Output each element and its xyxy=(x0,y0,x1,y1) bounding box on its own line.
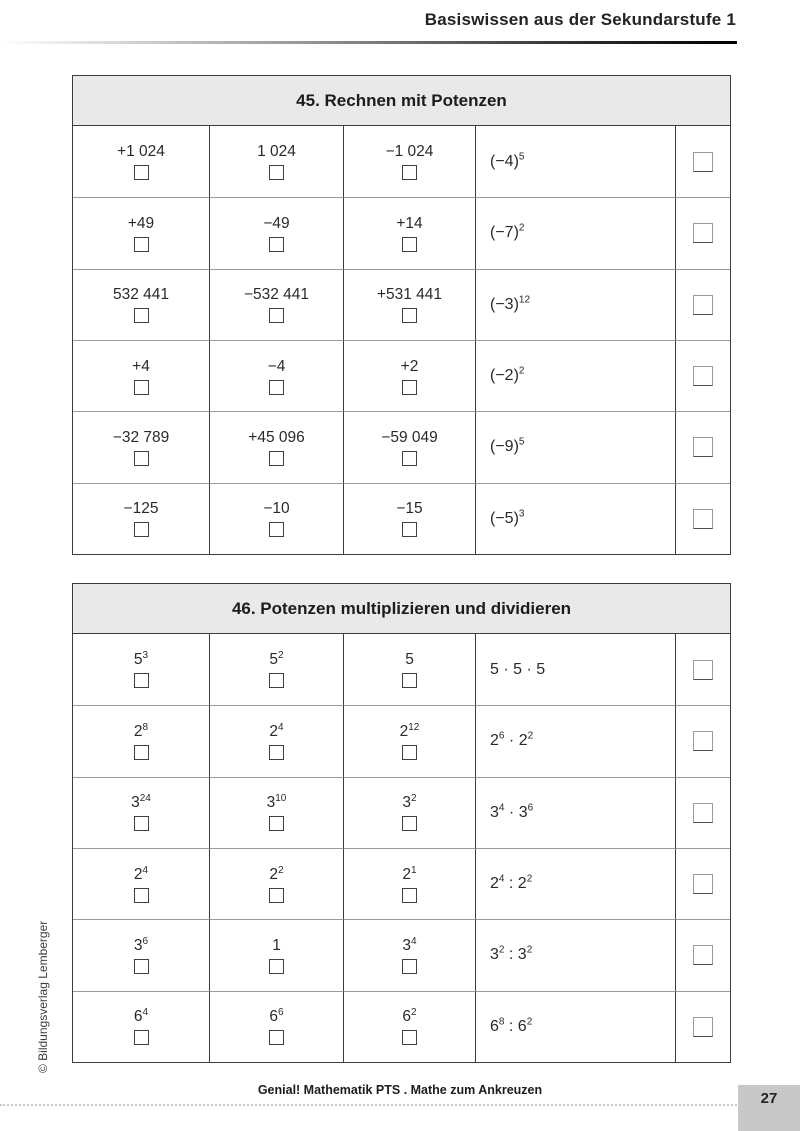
answer-option-label: $3^6$ xyxy=(133,935,149,954)
answer-option-cell xyxy=(344,340,476,411)
answer-option-cell xyxy=(73,848,210,919)
answer-option-checkbox[interactable] xyxy=(402,237,417,252)
problem-expression: $3^2$ : $3^2$ xyxy=(490,945,533,964)
answer-option-cell xyxy=(344,777,476,848)
answer-option-checkbox[interactable] xyxy=(269,522,284,537)
problem-cell xyxy=(476,483,676,554)
answer-option-label: −1 024 xyxy=(385,143,434,161)
answer-option-label: 532 441 xyxy=(112,286,170,304)
result-checkbox[interactable] xyxy=(693,874,713,894)
answer-option-label: −49 xyxy=(263,214,290,232)
answer-option-checkbox[interactable] xyxy=(269,237,284,252)
answer-option-label: $3^4$ xyxy=(402,935,417,954)
table-title: 45. Rechnen mit Potenzen xyxy=(73,76,730,126)
answer-option-checkbox[interactable] xyxy=(269,451,284,466)
answer-option-cell xyxy=(344,411,476,482)
answer-option-checkbox[interactable] xyxy=(269,959,284,974)
answer-option-cell xyxy=(73,705,210,776)
answer-option-cell xyxy=(210,705,344,776)
answer-option-cell xyxy=(344,269,476,340)
answer-option-checkbox[interactable] xyxy=(134,673,149,688)
result-checkbox[interactable] xyxy=(693,1017,713,1037)
result-cell xyxy=(676,126,730,197)
answer-option-label: −15 xyxy=(396,500,423,518)
answer-option-cell xyxy=(344,634,476,705)
answer-option-cell xyxy=(73,777,210,848)
problem-cell xyxy=(476,991,676,1062)
answer-option-cell xyxy=(344,991,476,1062)
answer-option-checkbox[interactable] xyxy=(402,522,417,537)
answer-option-checkbox[interactable] xyxy=(402,959,417,974)
result-cell xyxy=(676,197,730,268)
answer-option-cell xyxy=(210,197,344,268)
answer-option-checkbox[interactable] xyxy=(134,380,149,395)
result-checkbox[interactable] xyxy=(693,295,713,315)
problem-cell xyxy=(476,705,676,776)
page-header-title: Basiswissen aus der Sekundarstufe 1 xyxy=(424,10,736,29)
result-cell xyxy=(676,991,730,1062)
answer-option-label: $5^3$ xyxy=(133,649,149,669)
exercise-table-45 xyxy=(72,75,731,555)
answer-option-cell xyxy=(344,705,476,776)
answer-option-checkbox[interactable] xyxy=(269,888,284,903)
answer-option-checkbox[interactable] xyxy=(269,745,284,760)
answer-option-checkbox[interactable] xyxy=(402,745,417,760)
answer-option-checkbox[interactable] xyxy=(134,888,149,903)
answer-option-label: −532 441 xyxy=(243,286,310,304)
result-cell xyxy=(676,411,730,482)
answer-option-label: $2^8$ xyxy=(133,721,149,740)
answer-option-cell xyxy=(73,991,210,1062)
answer-option-label: −125 xyxy=(123,500,159,518)
answer-option-cell xyxy=(210,919,344,990)
answer-option-label: +45 096 xyxy=(248,428,305,446)
problem-expression: $6^8$ : $6^2$ xyxy=(490,1016,533,1035)
answer-option-checkbox[interactable] xyxy=(134,1030,149,1045)
result-cell xyxy=(676,848,730,919)
page-number: 27 xyxy=(760,1090,778,1107)
answer-option-label: +2 xyxy=(400,357,419,375)
answer-option-cell xyxy=(344,197,476,268)
answer-option-label: +531 441 xyxy=(376,286,443,304)
answer-option-label: $2^{12}$ xyxy=(399,721,420,740)
answer-option-label: −4 xyxy=(267,357,286,375)
result-cell xyxy=(676,269,730,340)
answer-option-cell xyxy=(210,777,344,848)
problem-expression: $(-2)^2$ xyxy=(490,365,525,385)
answer-option-checkbox[interactable] xyxy=(134,308,149,323)
answer-option-checkbox[interactable] xyxy=(134,522,149,537)
answer-option-label: +4 xyxy=(132,357,150,375)
answer-option-checkbox[interactable] xyxy=(269,308,284,323)
answer-option-checkbox[interactable] xyxy=(402,451,417,466)
answer-option-cell xyxy=(73,411,210,482)
answer-option-label: −59 049 xyxy=(381,428,438,446)
result-checkbox[interactable] xyxy=(693,660,713,680)
answer-option-label: 1 024 xyxy=(257,143,296,161)
answer-option-cell xyxy=(73,269,210,340)
answer-option-cell xyxy=(73,634,210,705)
problem-expression: $2^4$ : $2^2$ xyxy=(490,873,533,893)
problem-cell xyxy=(476,777,676,848)
problem-cell xyxy=(476,197,676,268)
result-checkbox[interactable] xyxy=(693,945,713,965)
problem-cell xyxy=(476,269,676,340)
answer-option-checkbox[interactable] xyxy=(402,380,417,395)
answer-option-label: $2^2$ xyxy=(269,864,284,883)
result-checkbox[interactable] xyxy=(693,509,713,529)
result-checkbox[interactable] xyxy=(693,437,713,457)
answer-option-label: +1 024 xyxy=(117,143,165,161)
answer-option-checkbox[interactable] xyxy=(402,308,417,323)
answer-option-cell xyxy=(344,848,476,919)
answer-option-label: +14 xyxy=(396,214,423,232)
footer-book-title: Genial! Mathematik PTS . Mathe zum Ankreuzen xyxy=(257,1083,543,1097)
answer-option-checkbox[interactable] xyxy=(134,959,149,974)
answer-option-label: −10 xyxy=(263,500,290,518)
result-cell xyxy=(676,483,730,554)
result-checkbox[interactable] xyxy=(693,731,713,751)
result-cell xyxy=(676,919,730,990)
answer-option-cell xyxy=(344,919,476,990)
answer-option-label: $5^2$ xyxy=(269,649,284,669)
answer-option-label: $3^2$ xyxy=(402,793,417,812)
answer-option-label: $2^4$ xyxy=(133,864,149,883)
problem-expression: 5 · 5 · 5 xyxy=(490,660,546,678)
answer-option-checkbox[interactable] xyxy=(402,816,417,831)
answer-option-checkbox[interactable] xyxy=(269,1030,284,1045)
answer-option-cell xyxy=(210,634,344,705)
answer-option-label: $2^1$ xyxy=(402,864,417,883)
answer-option-cell xyxy=(210,126,344,197)
problem-expression: $(-7)^2$ xyxy=(490,223,525,242)
problem-expression: $2^6 \cdot 2^2$ xyxy=(490,731,534,750)
answer-option-cell xyxy=(210,269,344,340)
answer-option-checkbox[interactable] xyxy=(134,745,149,760)
result-checkbox[interactable] xyxy=(693,366,713,386)
answer-option-cell xyxy=(210,483,344,554)
problem-cell xyxy=(476,848,676,919)
answer-option-label: $6^2$ xyxy=(402,1007,417,1026)
result-checkbox[interactable] xyxy=(693,803,713,823)
problem-cell xyxy=(476,411,676,482)
answer-option-checkbox[interactable] xyxy=(402,673,417,688)
answer-option-cell xyxy=(344,483,476,554)
answer-option-cell xyxy=(73,919,210,990)
answer-option-checkbox[interactable] xyxy=(134,451,149,466)
answer-option-label: $6^6$ xyxy=(269,1007,284,1026)
answer-option-label: $3^{10}$ xyxy=(266,793,287,812)
result-cell xyxy=(676,705,730,776)
answer-option-checkbox[interactable] xyxy=(269,673,284,688)
answer-option-checkbox[interactable] xyxy=(402,165,417,180)
header-rule xyxy=(0,41,737,44)
problem-expression: $(-5)^3$ xyxy=(490,508,525,527)
answer-option-cell xyxy=(73,197,210,268)
result-cell xyxy=(676,777,730,848)
answer-option-label: 5 xyxy=(405,651,414,669)
problem-cell xyxy=(476,634,676,705)
answer-option-checkbox[interactable] xyxy=(134,237,149,252)
answer-option-cell xyxy=(210,848,344,919)
result-checkbox[interactable] xyxy=(693,152,713,172)
result-cell xyxy=(676,340,730,411)
page-number-box xyxy=(738,1085,800,1131)
answer-option-label: +49 xyxy=(127,214,155,232)
answer-option-label: $3^{24}$ xyxy=(131,793,151,812)
problem-expression: $(-3)^{12}$ xyxy=(490,294,531,313)
answer-option-checkbox[interactable] xyxy=(269,165,284,180)
exercise-table-46 xyxy=(72,583,731,1063)
problem-expression: $(-9)^5$ xyxy=(490,437,525,456)
answer-option-cell xyxy=(344,126,476,197)
problem-cell xyxy=(476,919,676,990)
problem-cell xyxy=(476,126,676,197)
answer-option-cell xyxy=(73,340,210,411)
answer-option-label: −32 789 xyxy=(112,428,170,446)
answer-option-cell xyxy=(210,340,344,411)
answer-option-label: 1 xyxy=(272,936,281,954)
problem-cell xyxy=(476,340,676,411)
answer-option-label: $6^4$ xyxy=(133,1007,149,1026)
answer-option-checkbox[interactable] xyxy=(134,816,149,831)
answer-option-cell xyxy=(210,411,344,482)
answer-option-label: $2^4$ xyxy=(269,721,284,740)
result-cell xyxy=(676,634,730,705)
answer-option-checkbox[interactable] xyxy=(269,380,284,395)
answer-option-cell xyxy=(73,483,210,554)
answer-option-checkbox[interactable] xyxy=(402,1030,417,1045)
answer-option-checkbox[interactable] xyxy=(134,165,149,180)
footer-dotted-rule xyxy=(0,1104,800,1106)
answer-option-cell xyxy=(73,126,210,197)
result-checkbox[interactable] xyxy=(693,223,713,243)
table-title: 46. Potenzen multiplizieren und dividieren xyxy=(73,584,730,634)
problem-expression: $(-4)^5$ xyxy=(490,151,525,170)
answer-option-checkbox[interactable] xyxy=(402,888,417,903)
answer-option-checkbox[interactable] xyxy=(269,816,284,831)
problem-expression: $3^4 \cdot 3^6$ xyxy=(490,802,534,821)
answer-option-cell xyxy=(210,991,344,1062)
publisher-copyright: © Bildungsverlag Lemberger xyxy=(36,920,50,1073)
